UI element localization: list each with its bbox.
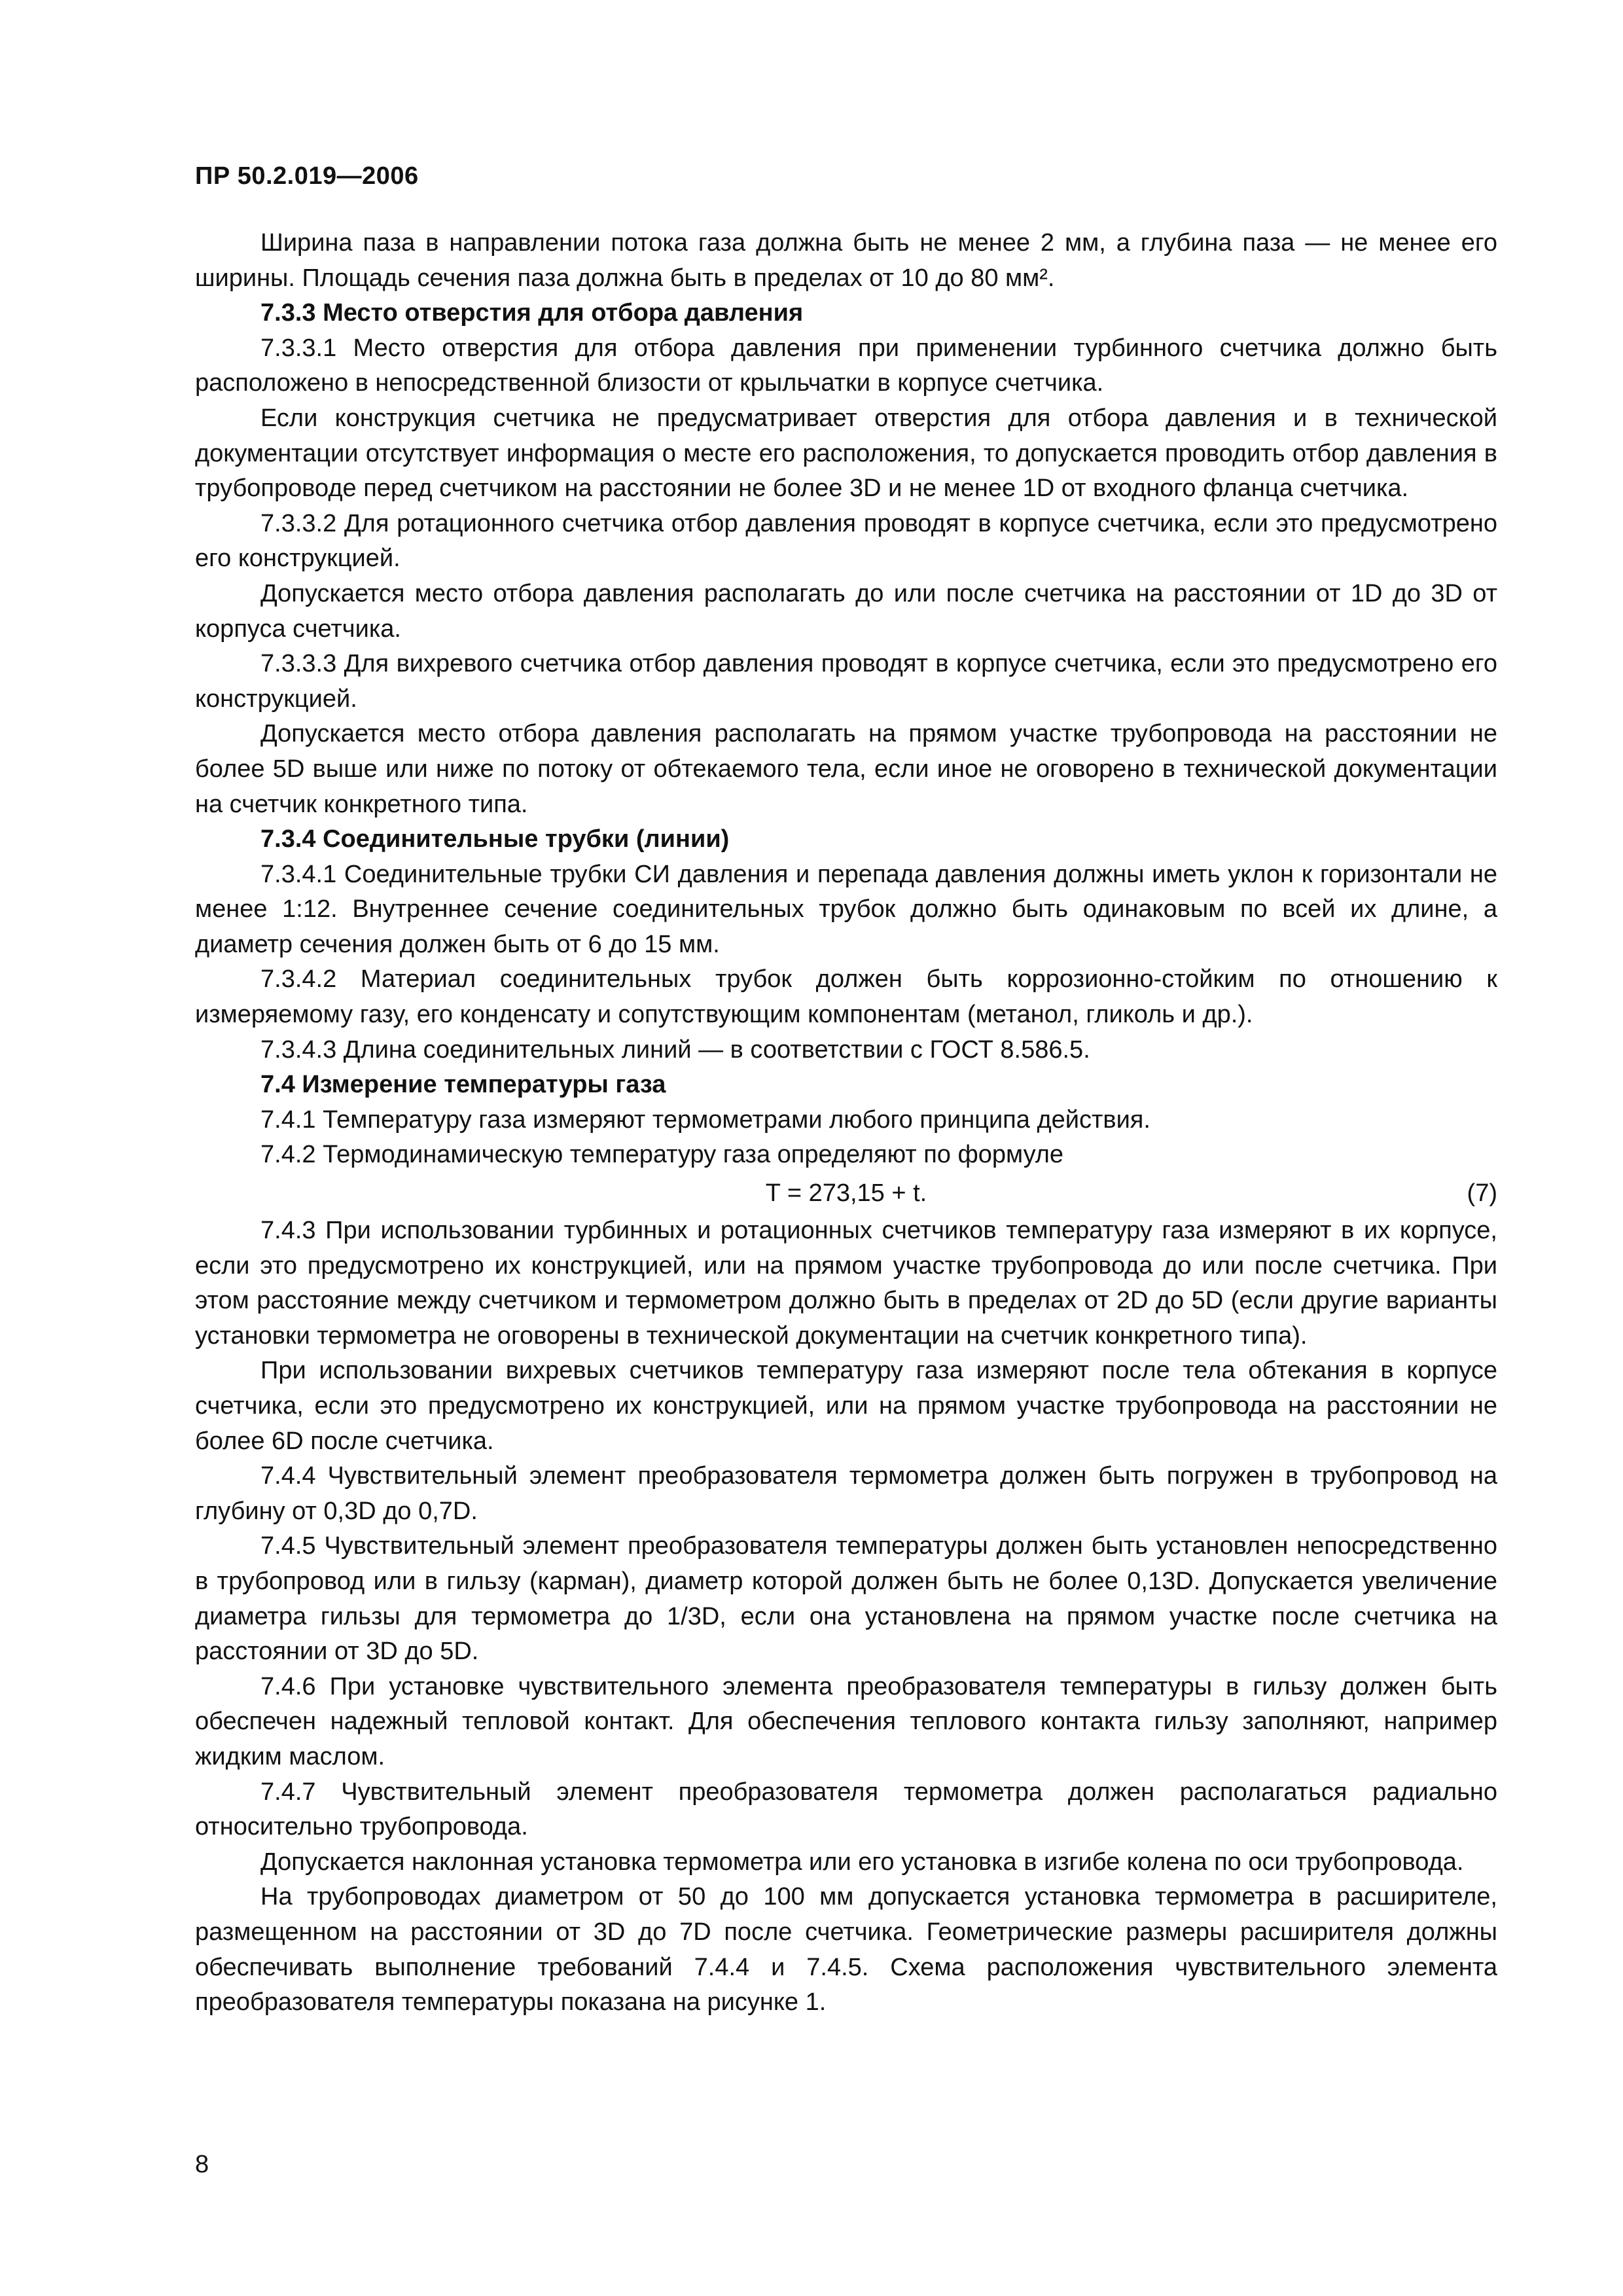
body-paragraph: 7.4.4 Чувствительный элемент преобразователя термометра должен быть погружен в трубопровод на глубину от 0,3D до 0,7D. xyxy=(195,1462,1497,1525)
body-paragraph: 7.4.6 При установке чувствительного элемента преобразователя температуры в гильзу должен быть обеспечен надежный тепловой контакт. Для обеспечения теплового контакта гильзу заполняют, например жидким маслом. xyxy=(195,1672,1497,1770)
body-paragraph: Ширина паза в направлении потока газа должна быть не менее 2 мм, а глубина паза — не менее его ширины. Площадь сечения паза должна быть в пределах от 10 до 80 мм². xyxy=(195,229,1497,292)
document-body xyxy=(195,226,1497,2020)
section-heading: 7.3.3 Место отверстия для отбора давления xyxy=(260,299,804,327)
formula-expression: T = 273,15 + t. xyxy=(765,1179,927,1208)
page-number: 8 xyxy=(195,2151,209,2178)
document-code: ПР 50.2.019—2006 xyxy=(195,162,419,190)
body-paragraph: Допускается место отбора давления располагать до или после счетчика на расстоянии от 1D до 3D от корпуса счетчика. xyxy=(195,579,1497,643)
body-paragraph: 7.4.5 Чувствительный элемент преобразователя температуры должен быть установлен непосредственно в трубопровод или в гильзу (карман), диаметр которой должен быть не более 0,13D. Допускается увеличение диаметра гильзы для термометра до 1/3D, если она установлена на прямом участке после счетчика на расстоянии от 3D до 5D. xyxy=(195,1532,1497,1666)
body-paragraph: На трубопроводах диаметром от 50 до 100 мм допускается установка термометра в расширителе, размещенном на расстоянии от 3D до 7D после счетчика. Геометрические размеры расширителя должны обеспечивать выполнение требований 7.4.4 и 7.4.5. Схема расположения чувствительного элемента преобразователя температуры показана на рисунке 1. xyxy=(195,1883,1497,2017)
body-paragraph: При использовании вихревых счетчиков температуру газа измеряют после тела обтекания в корпусе счетчика, если это предусмотрено их конструкцией, или на прямом участке трубопровода на расстоянии не более 6D после счетчика. xyxy=(195,1357,1497,1455)
body-paragraph: 7.4.7 Чувствительный элемент преобразователя термометра должен располагаться радиально относительно трубопровода. xyxy=(195,1778,1497,1841)
body-paragraph: 7.3.3.1 Место отверстия для отбора давления при применении турбинного счетчика должно быть расположено в непосредственной близости от крыльчатки в корпусе счетчика. xyxy=(195,334,1497,397)
formula-7 xyxy=(195,1173,1497,1213)
section-heading: 7.4 Измерение температуры газа xyxy=(260,1071,666,1099)
body-paragraph: 7.3.4.3 Длина соединительных линий — в соответствии с ГОСТ 8.586.5. xyxy=(260,1035,1090,1064)
body-paragraph: 7.4.1 Температуру газа измеряют термометрами любого принципа действия. xyxy=(260,1105,1150,1134)
body-paragraph: 7.3.3.3 Для вихревого счетчика отбор давления проводят в корпусе счетчика, если это предусмотрено его конструкцией. xyxy=(195,650,1497,713)
body-paragraph: Если конструкция счетчика не предусматривает отверстия для отбора давления и в технической документации отсутствует информация о месте его расположения, то допускается проводить отбор давления в трубопроводе перед счетчиком на расстоянии не более 3D и не менее 1D от входного фланца счетчика. xyxy=(195,404,1497,503)
body-paragraph: 7.4.3 При использовании турбинных и ротационных счетчиков температуру газа измеряют в их корпусе, если это предусмотрено их конструкцией, или на прямом участке трубопровода до или после счетчика. При этом расстояние между счетчиком и термометром должно быть в пределах от 2D до 5D (если другие варианты установки термометра не оговорены в технической документации на счетчик конкретного типа). xyxy=(195,1217,1497,1350)
formula-number: (7) xyxy=(1467,1179,1497,1208)
section-heading: 7.3.4 Соединительные трубки (линии) xyxy=(260,825,730,853)
body-paragraph: 7.3.3.2 Для ротационного счетчика отбор давления проводят в корпусе счетчика, если это предусмотрено его конструкцией. xyxy=(195,509,1497,573)
body-paragraph: 7.3.4.1 Соединительные трубки СИ давления и перепада давления должны иметь уклон к горизонтали не менее 1:12. Внутреннее сечение соединительных трубок должно быть одинаковым по всей их длине, а диаметр сечения должен быть от 6 до 15 мм. xyxy=(195,860,1497,958)
body-paragraph: 7.3.4.2 Материал соединительных трубок должен быть коррозионно-стойким по отношению к измеряемому газу, его конденсату и сопутствующим компонентам (метанол, гликоль и др.). xyxy=(195,965,1497,1029)
body-paragraph: Допускается наклонная установка термометра или его установка в изгибе колена по оси трубопровода. xyxy=(260,1848,1464,1876)
body-paragraph: Допускается место отбора давления располагать на прямом участке трубопровода на расстоянии не более 5D выше или ниже по потоку от обтекаемого тела, если иное не оговорено в технической документации на счетчик конкретного типа. xyxy=(195,720,1497,818)
body-paragraph: 7.4.2 Термодинамическую температуру газа определяют по формуле xyxy=(260,1141,1064,1169)
